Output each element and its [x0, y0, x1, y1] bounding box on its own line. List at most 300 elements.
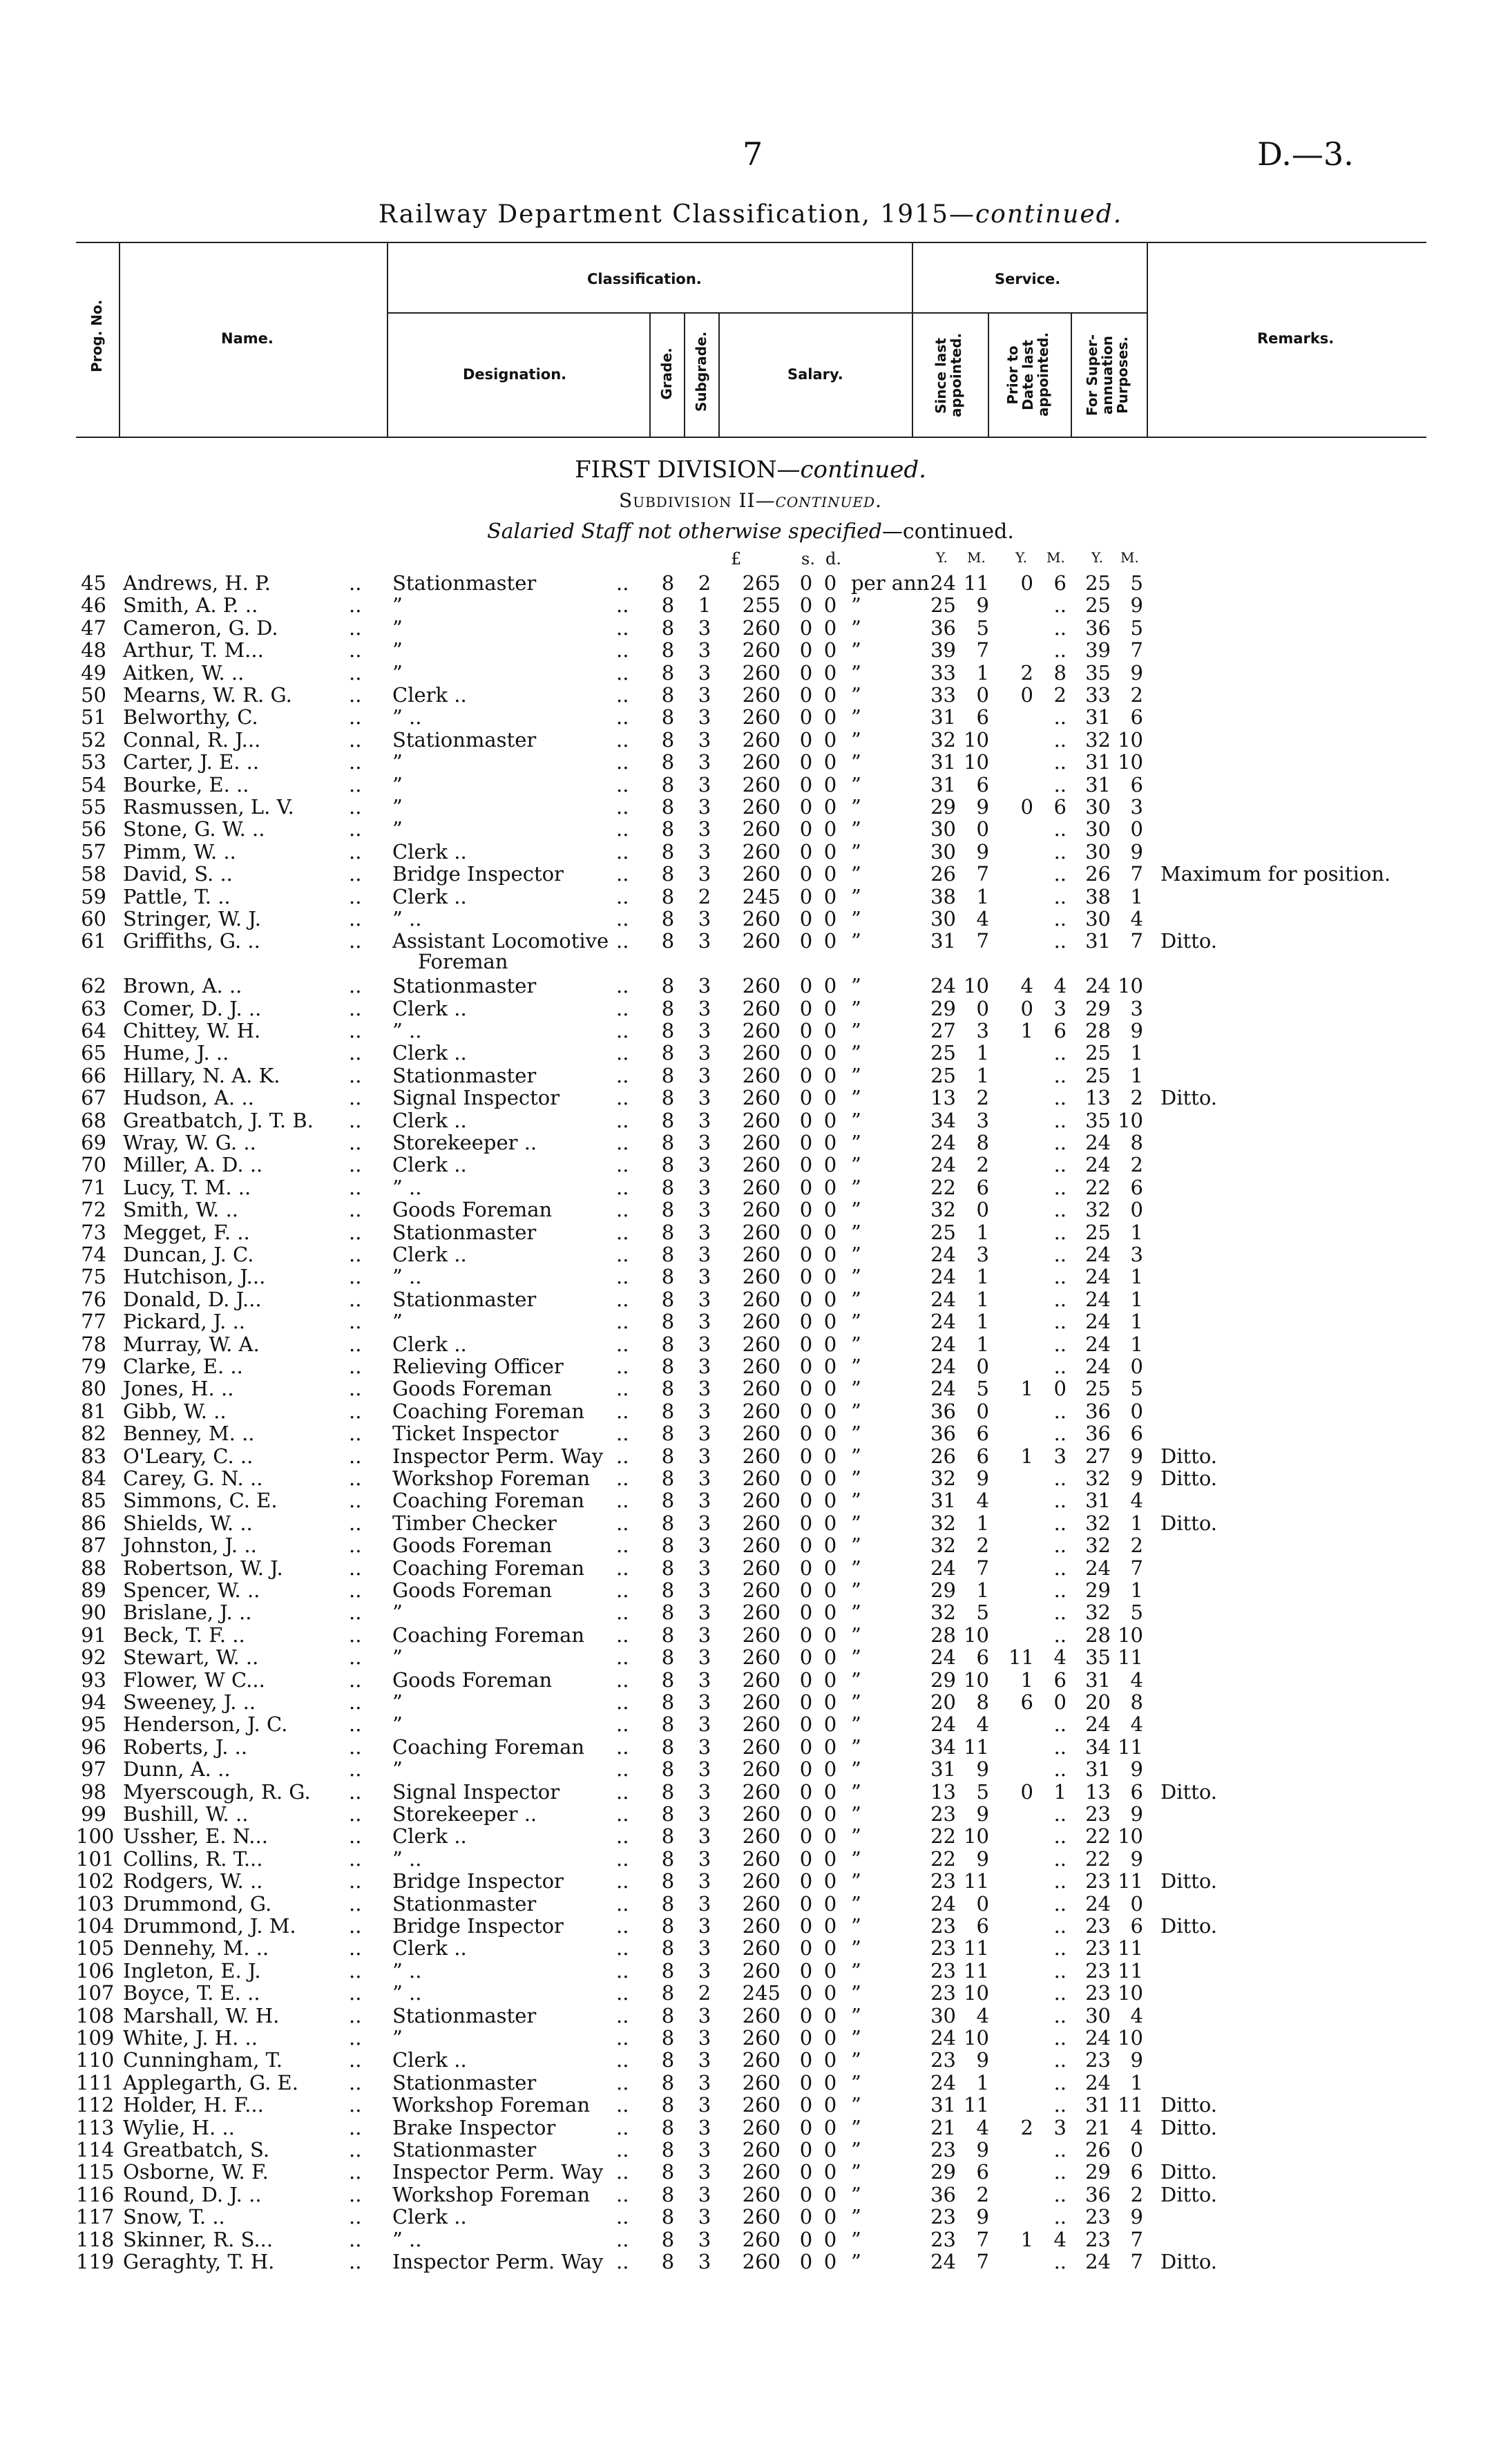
since-years: 32 — [930, 1601, 956, 1625]
leader-dots: .. — [349, 1735, 362, 1759]
leader-dots: .. — [616, 1399, 629, 1423]
staff-name: David, S. .. — [123, 862, 233, 886]
subgrade: 3 — [698, 2003, 711, 2027]
row-number: 65 — [81, 1041, 106, 1065]
prior-months: .. — [1053, 615, 1067, 640]
since-months: 9 — [976, 795, 989, 819]
prior-years: 0 — [1020, 996, 1033, 1020]
subgrade: 3 — [698, 1623, 711, 1647]
salary-shillings: 0 — [799, 1377, 813, 1401]
leader-dots: .. — [616, 2026, 629, 2050]
salary-pence: 0 — [823, 2070, 837, 2094]
row-number: 94 — [81, 1690, 106, 1714]
super-years: 22 — [1085, 1846, 1111, 1871]
leader-dots: .. — [616, 1802, 629, 1826]
grade: 8 — [661, 683, 675, 707]
super-years: 32 — [1085, 727, 1111, 752]
row-number: 79 — [81, 1355, 106, 1378]
leader-dots: .. — [616, 1891, 629, 1916]
prior-months: 1 — [1053, 1779, 1067, 1804]
since-years: 23 — [930, 1981, 956, 2005]
salary-pence: 0 — [823, 1824, 837, 1849]
salary-period: ” — [851, 2138, 861, 2161]
designation: ” — [392, 638, 403, 662]
leader-dots: .. — [616, 2138, 629, 2161]
salary-pence: 0 — [823, 1623, 837, 1647]
salary-shillings: 0 — [799, 929, 813, 953]
salary-pounds: 260 — [742, 2026, 781, 2050]
row-number: 52 — [81, 727, 106, 752]
row-number: 46 — [81, 593, 106, 618]
since-years: 29 — [930, 1578, 956, 1602]
table-row — [0, 1870, 1501, 1892]
grade: 8 — [661, 1623, 675, 1647]
table-row — [0, 1355, 1501, 1377]
grade: 8 — [661, 1556, 675, 1580]
subgrade: 3 — [698, 1332, 711, 1356]
grade: 8 — [661, 1131, 675, 1154]
header-mid-rule — [387, 312, 1147, 314]
salary-period: ” — [851, 2227, 861, 2251]
since-months: 10 — [964, 1668, 989, 1692]
since-months: 2 — [976, 1534, 989, 1558]
super-months: 6 — [1130, 772, 1143, 796]
salary-pence: 0 — [823, 1220, 837, 1244]
super-years: 32 — [1085, 1534, 1111, 1558]
row-number: 91 — [81, 1623, 106, 1647]
designation: Workshop Foreman — [392, 2182, 591, 2206]
salary-shillings: 0 — [799, 1645, 813, 1670]
subgrade: 3 — [698, 705, 711, 729]
super-months: 6 — [1130, 2160, 1143, 2184]
leader-dots: .. — [349, 1310, 362, 1334]
salary-pence: 0 — [823, 1936, 837, 1960]
designation: ” .. — [392, 1019, 422, 1042]
super-years: 36 — [1085, 2182, 1111, 2206]
leader-dots: .. — [349, 1802, 362, 1826]
salary-pounds: 245 — [742, 884, 781, 908]
prior-months: .. — [1053, 1936, 1067, 1960]
salary-pence: 0 — [823, 615, 837, 640]
staff-name: Hillary, N. A. K. — [123, 1063, 280, 1087]
designation: Signal Inspector — [392, 1086, 560, 1110]
super-years: 36 — [1085, 1399, 1111, 1423]
super-months: 4 — [1130, 1712, 1143, 1737]
staff-name: Greatbatch, S. — [123, 2138, 270, 2161]
leader-dots: .. — [349, 1041, 362, 1065]
subgrade: 3 — [698, 2160, 711, 2184]
remarks-header: Remarks. — [1257, 330, 1335, 347]
subgrade: 3 — [698, 1645, 711, 1670]
salary-period: ” — [851, 1824, 861, 1849]
leader-dots: .. — [616, 615, 629, 640]
prior-months: .. — [1053, 1153, 1067, 1177]
salary-pence: 0 — [823, 1712, 837, 1737]
designation: Storekeeper .. — [392, 1131, 537, 1154]
leader-dots: .. — [349, 1377, 362, 1401]
super-years: 31 — [1085, 750, 1111, 774]
prior-months: .. — [1053, 1712, 1067, 1737]
table-row — [0, 2005, 1501, 2027]
designation: ” — [392, 772, 403, 796]
subgrade: 3 — [698, 1489, 711, 1513]
super-years: 23 — [1085, 1869, 1111, 1893]
salary-period: ” — [851, 1019, 861, 1042]
table-row — [0, 2094, 1501, 2116]
prior-months: .. — [1053, 2003, 1067, 2027]
salary-period: ” — [851, 2093, 861, 2117]
salary-shillings: 0 — [799, 1131, 813, 1154]
table-row — [0, 2184, 1501, 2206]
super-years: 28 — [1085, 1019, 1111, 1042]
salary-pounds: 260 — [742, 907, 781, 930]
leader-dots: .. — [616, 1198, 629, 1222]
super-years: 24 — [1085, 1712, 1111, 1737]
designation: ” — [392, 2026, 403, 2050]
prior-months: .. — [1053, 1981, 1067, 2005]
designation: Workshop Foreman — [392, 1467, 591, 1490]
leader-dots: .. — [616, 1556, 629, 1580]
subgrade: 3 — [698, 996, 711, 1020]
salary-shillings: 0 — [799, 660, 813, 685]
prior-months: 4 — [1053, 1645, 1067, 1670]
salary-shillings: 0 — [799, 1779, 813, 1804]
super-months: 9 — [1130, 1846, 1143, 1871]
super-months: 9 — [1130, 1444, 1143, 1468]
since-months: 1 — [976, 2070, 989, 2094]
salary-shillings: 0 — [799, 1489, 813, 1513]
super-years: 31 — [1085, 772, 1111, 796]
designation: Inspector Perm. Way — [392, 2250, 604, 2273]
salary-pence: 0 — [823, 1377, 837, 1401]
salary-shillings: 0 — [799, 705, 813, 729]
grade: 8 — [661, 1444, 675, 1468]
since-years: 24 — [930, 2250, 956, 2273]
col-divider — [387, 242, 388, 437]
salary-pence: 0 — [823, 2205, 837, 2229]
leader-dots: .. — [349, 1958, 362, 1983]
leader-dots: .. — [349, 660, 362, 685]
super-months: 7 — [1130, 929, 1143, 953]
salary-pounds: 260 — [742, 1198, 781, 1222]
salary-pence: 0 — [823, 1041, 837, 1065]
subgrade: 3 — [698, 615, 711, 640]
prior-months: .. — [1053, 839, 1067, 863]
division-heading — [0, 456, 1501, 484]
since-years: 24 — [930, 1377, 956, 1401]
super-months: 4 — [1130, 2003, 1143, 2027]
since-months: 9 — [976, 1802, 989, 1826]
super-years: 22 — [1085, 1824, 1111, 1849]
salary-shillings: 0 — [799, 1824, 813, 1849]
grade: 8 — [661, 907, 675, 930]
super-years: 23 — [1085, 2048, 1111, 2072]
prior-years: 1 — [1020, 1019, 1033, 1042]
division-continued: continued. — [800, 456, 926, 484]
grade: 8 — [661, 615, 675, 640]
subgrade: 3 — [698, 929, 711, 953]
designation: Relieving Officer — [392, 1355, 564, 1378]
salary-pence: 0 — [823, 638, 837, 662]
staff-name: Roberts, J. .. — [123, 1735, 248, 1759]
leader-dots: .. — [349, 1511, 362, 1535]
leader-dots: .. — [616, 683, 629, 707]
since-years: 31 — [930, 1489, 956, 1513]
since-months: 8 — [976, 1690, 989, 1714]
prior-years: 2 — [1020, 660, 1033, 685]
super-months: 0 — [1130, 2138, 1143, 2161]
salary-pence: 0 — [823, 1086, 837, 1110]
salary-shillings: 0 — [799, 2115, 813, 2139]
super-years: 29 — [1085, 996, 1111, 1020]
row-number: 115 — [76, 2160, 115, 2184]
staff-name: Connal, R. J... — [123, 727, 261, 752]
salary-pence: 0 — [823, 1891, 837, 1916]
salary-pounds: 260 — [742, 1153, 781, 1177]
salary-period: ” — [851, 1175, 861, 1199]
designation: Clerk .. — [392, 2205, 467, 2229]
subgrade: 3 — [698, 772, 711, 796]
grade: 8 — [661, 2048, 675, 2072]
row-number: 111 — [76, 2070, 115, 2094]
super-months: 9 — [1130, 2205, 1143, 2229]
col-divider — [988, 312, 989, 437]
row-number: 63 — [81, 996, 106, 1020]
row-number: 77 — [81, 1310, 106, 1334]
since-years: 26 — [930, 1444, 956, 1468]
table-row — [0, 2139, 1501, 2161]
salary-period: ” — [851, 1869, 861, 1893]
since-years: 34 — [930, 1735, 956, 1759]
subgrade: 3 — [698, 1041, 711, 1065]
grade: 8 — [661, 2070, 675, 2094]
row-number: 97 — [81, 1757, 106, 1782]
salary-shillings: 0 — [799, 1108, 813, 1132]
grade: 8 — [661, 2160, 675, 2184]
subgrade: 3 — [698, 1444, 711, 1468]
salary-shillings: 0 — [799, 683, 813, 707]
designation: Clerk .. — [392, 2048, 467, 2072]
salary-pence: 0 — [823, 974, 837, 998]
col-divider — [649, 312, 651, 437]
prior-months: .. — [1053, 1422, 1067, 1446]
row-number: 105 — [76, 1936, 115, 1960]
leader-dots: .. — [349, 1712, 362, 1737]
designation: ” .. — [392, 1958, 422, 1983]
prior-months: .. — [1053, 817, 1067, 841]
salary-pence: 0 — [823, 1063, 837, 1087]
super-months: 7 — [1130, 2250, 1143, 2273]
staff-name: Geraghty, T. H. — [123, 2250, 275, 2273]
super-years: 24 — [1085, 1332, 1111, 1356]
leader-dots: .. — [349, 2227, 362, 2251]
salary-period: per ann. — [851, 571, 936, 595]
leader-dots: .. — [349, 1623, 362, 1647]
designation: ” — [392, 1712, 403, 1737]
since-months: 10 — [964, 1824, 989, 1849]
subgrade: 3 — [698, 1757, 711, 1782]
salary-shillings: 0 — [799, 1891, 813, 1916]
leader-dots: .. — [616, 817, 629, 841]
super-months: 1 — [1130, 1332, 1143, 1356]
subgrade: 3 — [698, 750, 711, 774]
salary-shillings: 0 — [799, 638, 813, 662]
subgrade: 3 — [698, 1265, 711, 1289]
subgrade: 3 — [698, 1958, 711, 1983]
leader-dots: .. — [616, 929, 629, 953]
since-years: 23 — [930, 1914, 956, 1938]
leader-dots: .. — [349, 1265, 362, 1289]
prior-years: 0 — [1020, 683, 1033, 707]
salary-period: ” — [851, 1623, 861, 1647]
staff-name: Mearns, W. R. G. — [123, 683, 292, 707]
remarks: Ditto. — [1160, 2115, 1218, 2139]
row-number: 60 — [81, 907, 106, 930]
prior-months: 6 — [1053, 795, 1067, 819]
prior-months: .. — [1053, 1578, 1067, 1602]
grade: 8 — [661, 727, 675, 752]
designation: Stationmaster — [392, 1287, 537, 1311]
prior-months: .. — [1053, 1198, 1067, 1222]
since-years: 24 — [930, 1355, 956, 1378]
since-years: 29 — [930, 795, 956, 819]
salary-pence: 0 — [823, 2115, 837, 2139]
salary-period: ” — [851, 1914, 861, 1938]
designation: Bridge Inspector — [392, 862, 564, 886]
prior-months: .. — [1053, 2093, 1067, 2117]
row-number: 67 — [81, 1086, 106, 1110]
table-row — [0, 796, 1501, 818]
grade: 8 — [661, 1108, 675, 1132]
since-months: 0 — [976, 1355, 989, 1378]
salary-period: ” — [851, 2070, 861, 2094]
prior-months: .. — [1053, 1958, 1067, 1983]
salary-period: ” — [851, 1131, 861, 1154]
salary-pence: 0 — [823, 2138, 837, 2161]
since-months: 1 — [976, 1287, 989, 1311]
staff-heading — [0, 519, 1501, 544]
salary-shillings: 0 — [799, 1086, 813, 1110]
row-number: 112 — [76, 2093, 115, 2117]
super-months: 4 — [1130, 907, 1143, 930]
super-years: 32 — [1085, 1198, 1111, 1222]
leader-dots: .. — [616, 795, 629, 819]
salary-period: ” — [851, 2003, 861, 2027]
table-row — [0, 1109, 1501, 1131]
salary-pounds: 260 — [742, 1690, 781, 1714]
row-number: 92 — [81, 1645, 106, 1670]
salary-pounds: 260 — [742, 1131, 781, 1154]
salary-pence: 0 — [823, 1511, 837, 1535]
salary-pounds: 260 — [742, 2227, 781, 2251]
grade: 8 — [661, 862, 675, 886]
since-years: 39 — [930, 638, 956, 662]
since-months: 10 — [964, 2026, 989, 2050]
since-years: 25 — [930, 593, 956, 618]
leader-dots: .. — [349, 2182, 362, 2206]
super-years: 35 — [1085, 660, 1111, 685]
staff-label: Salaried Staff not otherwise specified — [487, 519, 882, 544]
unit-years: Y. — [1015, 549, 1027, 566]
salary-pence: 0 — [823, 1668, 837, 1692]
since-months: 0 — [976, 817, 989, 841]
leader-dots: .. — [616, 1310, 629, 1334]
grade-header: Grade. — [658, 347, 675, 400]
since-months: 5 — [976, 1377, 989, 1401]
leader-dots: .. — [616, 1869, 629, 1893]
row-number: 51 — [81, 705, 106, 729]
since-years: 23 — [930, 1936, 956, 1960]
since-years: 24 — [930, 1153, 956, 1177]
since-months: 1 — [976, 1265, 989, 1289]
subgrade: 3 — [698, 1086, 711, 1110]
leader-dots: .. — [616, 1690, 629, 1714]
salary-period: ” — [851, 1422, 861, 1446]
salary-period: ” — [851, 683, 861, 707]
table-row — [0, 1198, 1501, 1221]
since-months: 1 — [976, 660, 989, 685]
prior-years: 1 — [1020, 2227, 1033, 2251]
subgrade: 3 — [698, 839, 711, 863]
salary-period: ” — [851, 705, 861, 729]
designation: Stationmaster — [392, 2138, 537, 2161]
salary-pounds: 255 — [742, 593, 781, 618]
super-months: 0 — [1130, 1198, 1143, 1222]
salary-period: ” — [851, 2160, 861, 2184]
salary-pence: 0 — [823, 1243, 837, 1266]
remarks: Ditto. — [1160, 1444, 1218, 1468]
grade: 8 — [661, 2003, 675, 2027]
salary-pounds: 260 — [742, 1243, 781, 1266]
table-row — [0, 1422, 1501, 1444]
staff-name: Cunningham, T. — [123, 2048, 283, 2072]
leader-dots: .. — [616, 2250, 629, 2273]
since-months: 9 — [976, 593, 989, 618]
salary-shillings: 0 — [799, 884, 813, 908]
since-years: 22 — [930, 1175, 956, 1199]
table-row — [0, 706, 1501, 728]
salary-shillings: 0 — [799, 1735, 813, 1759]
row-number: 84 — [81, 1467, 106, 1490]
salary-period: ” — [851, 1355, 861, 1378]
leader-dots: .. — [616, 2003, 629, 2027]
super-years: 31 — [1085, 1757, 1111, 1782]
salary-pounds: 260 — [742, 1645, 781, 1670]
super-months: 10 — [1118, 2026, 1143, 2050]
leader-dots: .. — [616, 750, 629, 774]
table-row — [0, 1803, 1501, 1825]
super-years: 36 — [1085, 615, 1111, 640]
row-number: 48 — [81, 638, 106, 662]
grade: 8 — [661, 2205, 675, 2229]
leader-dots: .. — [616, 2115, 629, 2139]
designation: Stationmaster — [392, 571, 537, 595]
salary-shillings: 0 — [799, 750, 813, 774]
designation: ” — [392, 1310, 403, 1334]
salary-pence: 0 — [823, 1467, 837, 1490]
prior-years: 11 — [1008, 1645, 1034, 1670]
table-row — [0, 2251, 1501, 2273]
table-row — [0, 1982, 1501, 2004]
since-months: 0 — [976, 1891, 989, 1916]
leader-dots: .. — [349, 1355, 362, 1378]
leader-dots: .. — [616, 1623, 629, 1647]
salary-shillings: 0 — [799, 1287, 813, 1311]
since-months: 9 — [976, 1757, 989, 1782]
salary-pounds: 260 — [742, 2003, 781, 2027]
row-number: 82 — [81, 1422, 106, 1446]
super-months: 4 — [1130, 2115, 1143, 2139]
